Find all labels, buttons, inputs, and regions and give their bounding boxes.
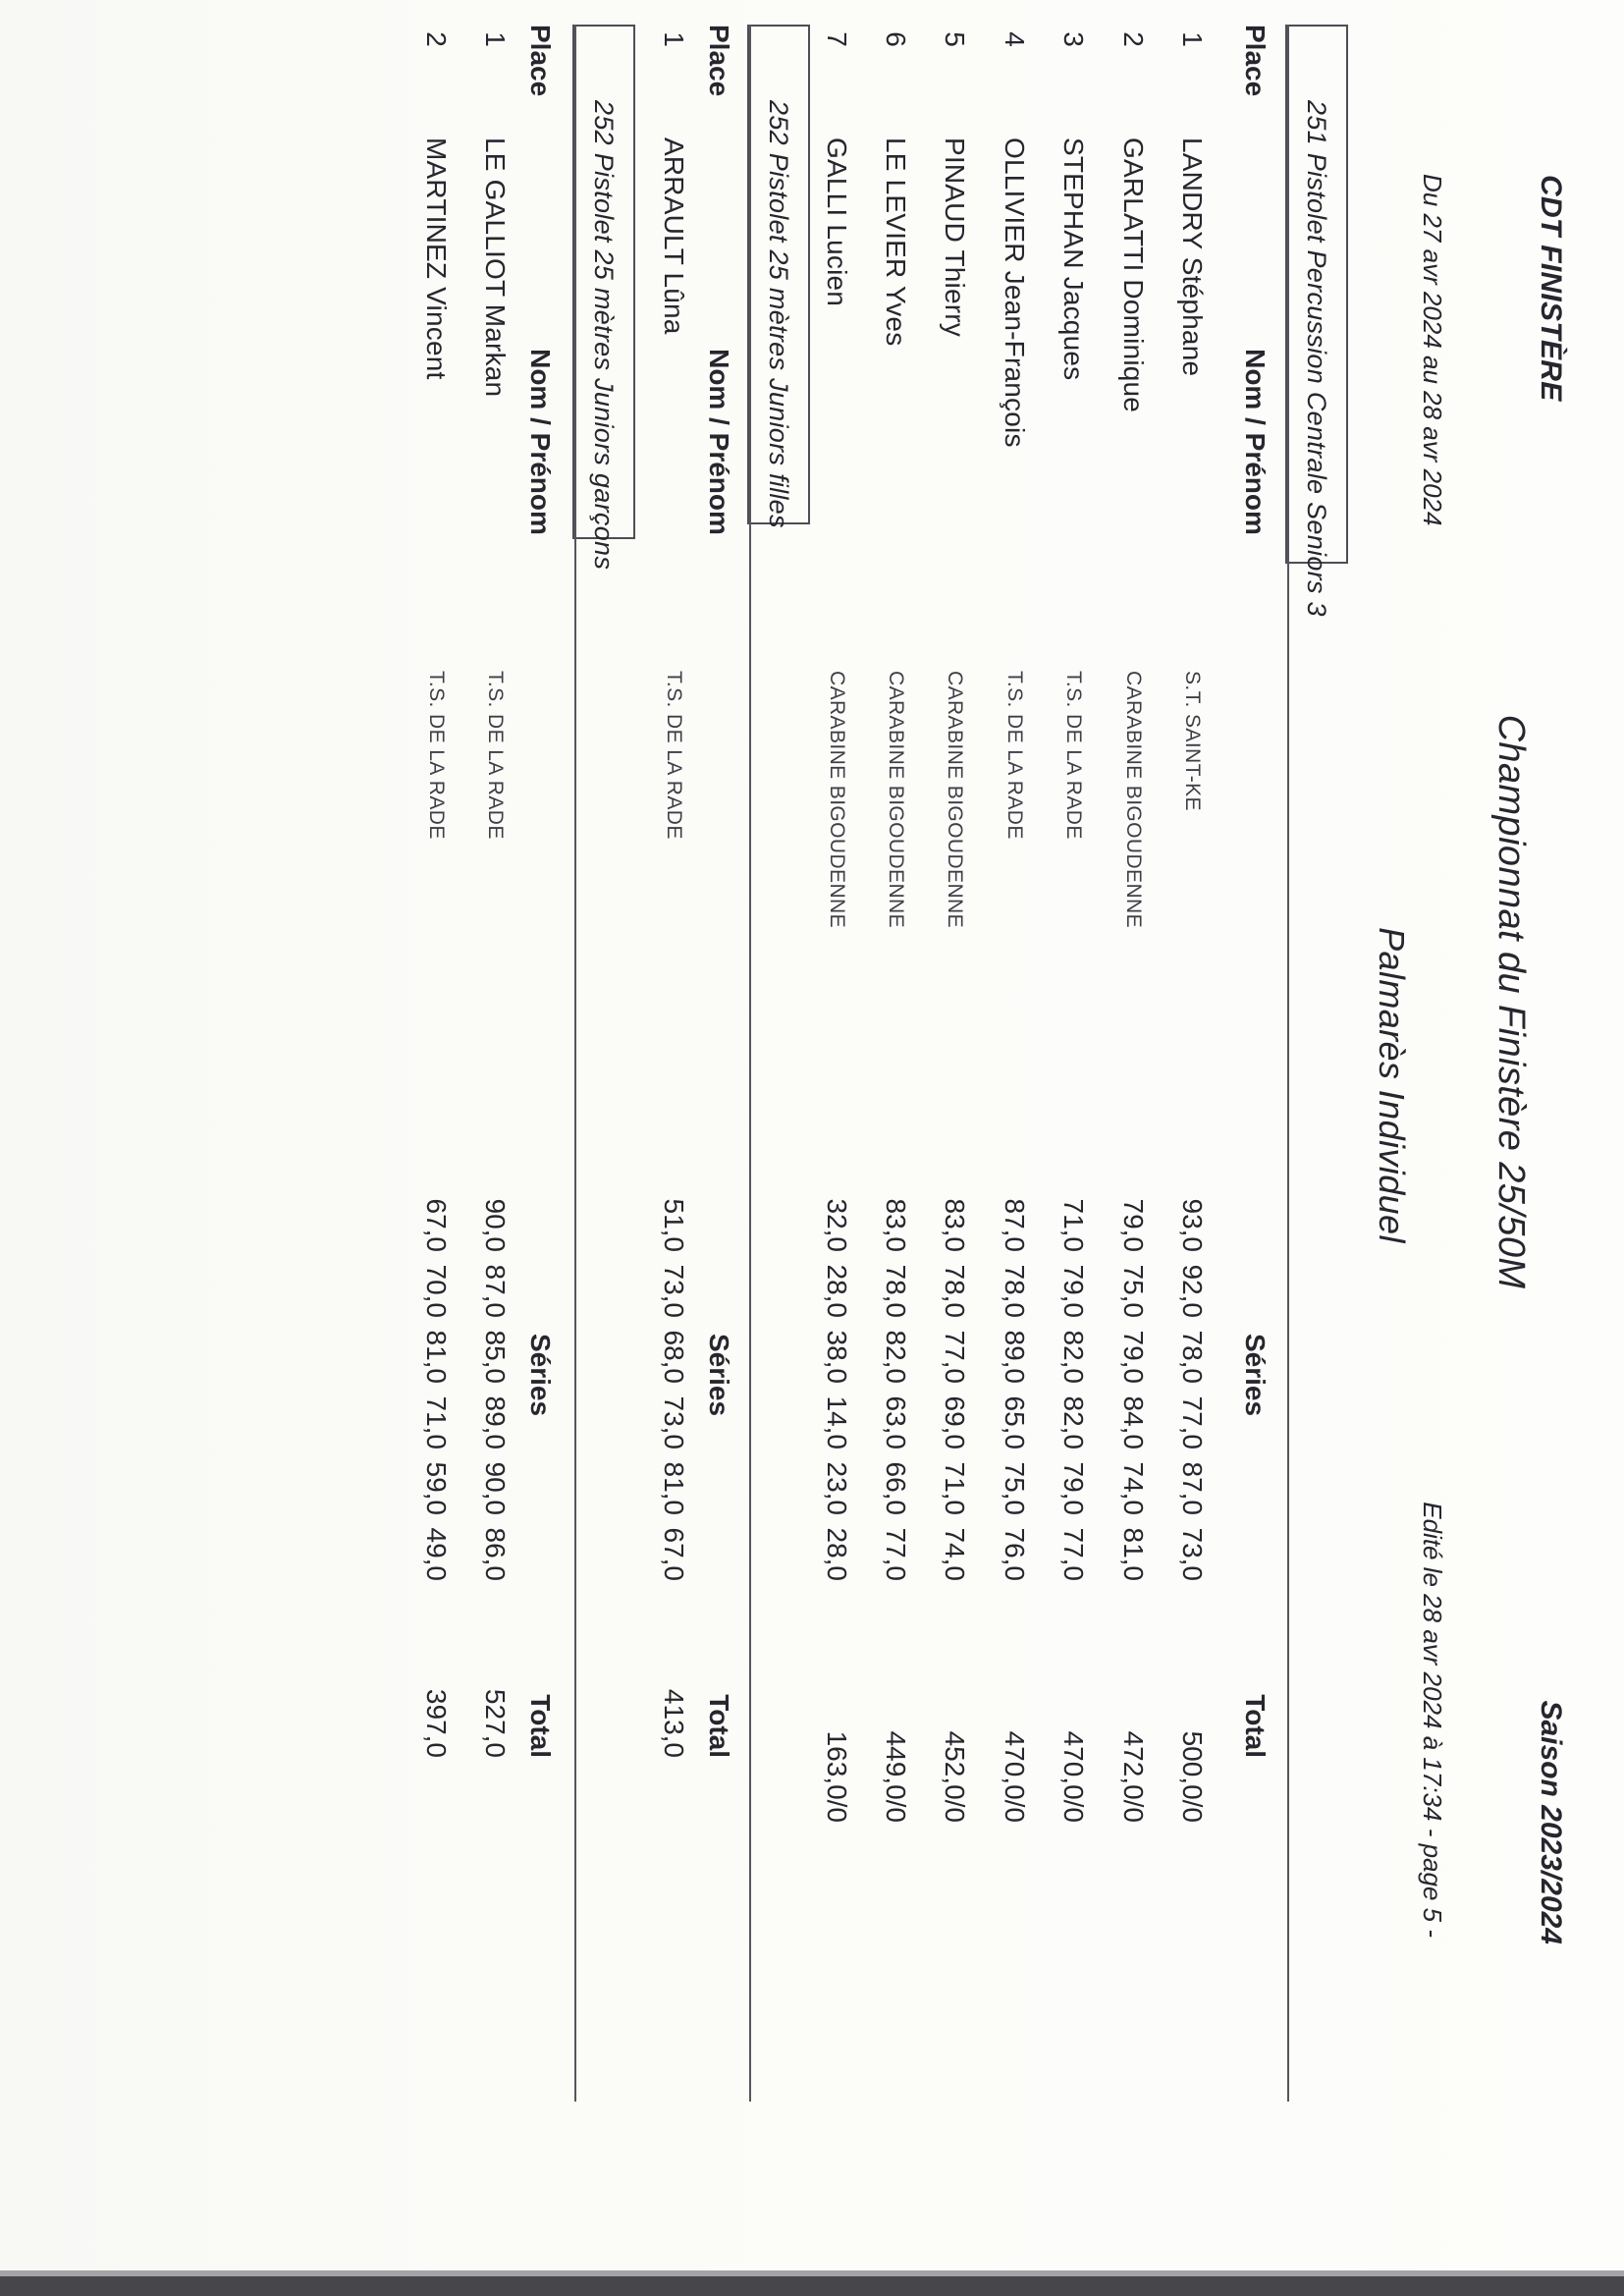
series-cell: 59,0	[420, 1461, 452, 1515]
series-cell: 73,0	[659, 1395, 689, 1449]
series-cell: 82,0	[881, 1330, 911, 1384]
club-cell: T.S. DE LA RADE	[424, 671, 448, 840]
column-header-total: Total	[1240, 1694, 1271, 1758]
club-cell: T.S. DE LA RADE	[1002, 671, 1026, 840]
total-cell: 470,0/0	[1058, 1730, 1090, 1823]
series-cell: 74,0	[940, 1527, 971, 1581]
series-cell: 65,0	[999, 1395, 1030, 1449]
column-header-series: Séries	[704, 1333, 734, 1417]
table-row	[477, 0, 511, 2296]
column-header-total: Total	[525, 1694, 556, 1758]
series-cell: 75,0	[999, 1461, 1030, 1515]
club-cell: CARABINE BIGOUDENNE	[944, 671, 967, 928]
series-cell: 86,0	[480, 1527, 511, 1581]
place-cell: 1	[1177, 31, 1208, 47]
place-cell: 5	[940, 31, 971, 47]
document-title: Championnat du Finistère 25/50M	[1490, 714, 1532, 1289]
column-header-series: Séries	[525, 1333, 556, 1417]
total-cell: 449,0/0	[881, 1730, 911, 1823]
series-cell: 78,0	[999, 1264, 1030, 1318]
name-cell: GARLATTI Dominique	[1117, 137, 1149, 413]
series-cell: 73,0	[1177, 1527, 1208, 1581]
series-cell: 63,0	[881, 1395, 911, 1449]
series-cell: 77,0	[1058, 1527, 1090, 1581]
section-title: 251 Pistolet Percussion Centrale Seniors 3	[1302, 100, 1331, 617]
series-cell: 87,0	[1177, 1461, 1208, 1515]
series-cell: 93,0	[1177, 1198, 1208, 1252]
section-title-box	[572, 25, 635, 571]
series-cell: 79,0	[1058, 1461, 1090, 1515]
series-cell: 68,0	[659, 1330, 689, 1384]
name-cell: LE LEVIER Yves	[881, 137, 911, 347]
total-cell: 472,0/0	[1117, 1730, 1149, 1823]
table-row	[418, 0, 452, 2296]
series-cell: 79,0	[1117, 1198, 1149, 1252]
series-cell: 32,0	[821, 1198, 852, 1252]
series-cell: 67,0	[420, 1198, 452, 1252]
series-cell: 66,0	[881, 1461, 911, 1515]
total-cell: 413,0	[659, 1688, 689, 1758]
series-cell: 78,0	[940, 1264, 971, 1318]
series-cell: 90,0	[480, 1461, 511, 1515]
place-cell: 2	[1117, 31, 1149, 47]
total-cell: 500,0/0	[1177, 1730, 1208, 1823]
series-cell: 81,0	[659, 1461, 689, 1515]
name-cell: ARRAULT Lûna	[659, 137, 689, 335]
column-header-name: Nom / Prénom	[704, 349, 734, 535]
total-cell: 452,0/0	[940, 1730, 971, 1823]
series-cell: 67,0	[659, 1527, 689, 1581]
series-cell: 69,0	[940, 1395, 971, 1449]
series-cell: 23,0	[821, 1461, 852, 1515]
scan-edge-dark	[0, 2276, 1624, 2296]
series-cell: 89,0	[480, 1395, 511, 1449]
series-cell: 82,0	[1058, 1395, 1090, 1449]
series-cell: 83,0	[940, 1198, 971, 1252]
name-cell: STEPHAN Jacques	[1058, 137, 1090, 381]
series-cell: 28,0	[821, 1527, 852, 1581]
organization-title: CDT FINISTÈRE	[1535, 175, 1567, 402]
club-cell: CARABINE BIGOUDENNE	[885, 671, 907, 928]
name-cell: OLLIVIER Jean-François	[999, 137, 1030, 448]
section-title: 252 Pistolet 25 mètres Juniors garçons	[589, 100, 619, 571]
total-cell: 527,0	[480, 1688, 511, 1758]
name-cell: PINAUD Thierry	[940, 137, 971, 337]
series-cell: 85,0	[480, 1330, 511, 1384]
club-cell: T.S. DE LA RADE	[1062, 671, 1086, 840]
series-cell: 51,0	[659, 1198, 689, 1252]
name-cell: LANDRY Stéphane	[1177, 137, 1208, 377]
series-cell: 71,0	[420, 1395, 452, 1449]
series-cell: 38,0	[821, 1330, 852, 1384]
place-cell: 3	[1058, 31, 1090, 47]
column-header-series: Séries	[1240, 1333, 1271, 1417]
rows-container	[420, 0, 511, 2296]
series-cell: 81,0	[1117, 1527, 1149, 1581]
total-cell: 163,0/0	[821, 1730, 852, 1823]
place-cell: 1	[659, 31, 689, 47]
name-cell: GALLI Lucien	[821, 137, 852, 307]
series-cell: 49,0	[420, 1527, 452, 1581]
series-cell: 14,0	[821, 1395, 852, 1449]
series-cell: 77,0	[1177, 1395, 1208, 1449]
series-cell: 84,0	[1117, 1395, 1149, 1449]
series-cell: 78,0	[881, 1264, 911, 1318]
series-cell: 74,0	[1117, 1461, 1149, 1515]
series-cell: 77,0	[881, 1527, 911, 1581]
series-cell: 78,0	[1177, 1330, 1208, 1384]
series-cell: 71,0	[1058, 1198, 1090, 1252]
name-cell: LE GALLIOT Markan	[480, 137, 511, 398]
table-header-row	[522, 0, 556, 2296]
place-cell: 6	[881, 31, 911, 47]
section-title: 252 Pistolet 25 mètres Juniors filles	[764, 100, 793, 528]
series-cell: 28,0	[821, 1264, 852, 1318]
series-cell: 90,0	[480, 1198, 511, 1252]
series-cell: 71,0	[940, 1461, 971, 1515]
club-cell: CARABINE BIGOUDENNE	[825, 671, 848, 928]
season-label: Saison 2023/2024	[1535, 1700, 1567, 1944]
club-cell: T.S. DE LA RADE	[663, 671, 685, 840]
column-header-name: Nom / Prénom	[1240, 349, 1271, 535]
series-cell: 92,0	[1177, 1264, 1208, 1318]
section-rule	[574, 25, 576, 2102]
place-cell: 2	[420, 31, 452, 47]
event-date-range: Du 27 avr 2024 au 28 avr 2024	[1418, 174, 1447, 526]
place-cell: 1	[480, 31, 511, 47]
column-header-place: Place	[704, 25, 734, 97]
total-cell: 470,0/0	[999, 1730, 1030, 1823]
series-cell: 89,0	[999, 1330, 1030, 1384]
series-cell: 70,0	[420, 1264, 452, 1318]
series-cell: 77,0	[940, 1330, 971, 1384]
series-cell: 87,0	[480, 1264, 511, 1318]
series-cell: 75,0	[1117, 1264, 1149, 1318]
series-cell: 73,0	[659, 1264, 689, 1318]
total-cell: 397,0	[420, 1688, 452, 1758]
name-cell: MARTINEZ Vincent	[420, 137, 452, 380]
document-subtitle: Palmarès Individuel	[1372, 927, 1412, 1243]
club-cell: T.S. DE LA RADE	[484, 671, 507, 840]
series-cell: 79,0	[1058, 1264, 1090, 1318]
series-cell: 87,0	[999, 1198, 1030, 1252]
series-cell: 79,0	[1117, 1330, 1149, 1384]
club-cell: CARABINE BIGOUDENNE	[1121, 671, 1145, 928]
place-cell: 7	[821, 31, 852, 47]
edition-info: Edité le 28 avr 2024 à 17:34 - page 5 -	[1418, 1502, 1447, 1938]
column-header-name: Nom / Prénom	[525, 349, 556, 535]
column-header-place: Place	[525, 25, 556, 97]
series-cell: 82,0	[1058, 1330, 1090, 1384]
column-header-place: Place	[1240, 25, 1271, 97]
club-cell: S.T. SAINT-KE	[1181, 671, 1204, 811]
series-cell: 76,0	[999, 1527, 1030, 1581]
series-cell: 83,0	[881, 1198, 911, 1252]
place-cell: 4	[999, 31, 1030, 47]
series-cell: 81,0	[420, 1330, 452, 1384]
column-header-total: Total	[704, 1694, 734, 1758]
